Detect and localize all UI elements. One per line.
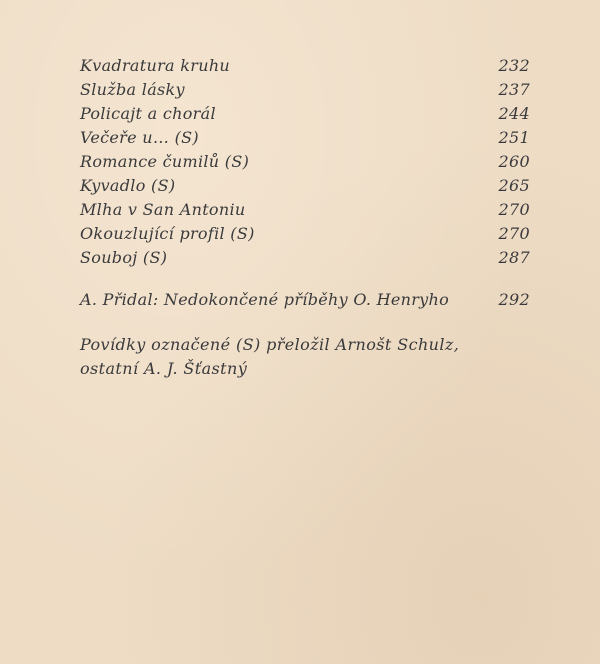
- toc-entry: [80, 200, 530, 224]
- toc-appendix-entry: [80, 290, 530, 314]
- toc-entry-title: Souboj (S): [80, 248, 168, 267]
- toc-entry: [80, 128, 530, 152]
- toc-entry-page: 251: [498, 128, 530, 147]
- toc-appendix-page: 292: [498, 290, 530, 309]
- toc-entry-title: Kvadratura kruhu: [80, 56, 231, 75]
- translator-note-line-1: Povídky označené (S) přeložil Arnošt Schulz,: [80, 335, 460, 354]
- table-of-contents: [80, 56, 530, 314]
- toc-entry: [80, 152, 530, 176]
- toc-entry-title: Policajt a chorál: [80, 104, 216, 123]
- toc-entry-page: 237: [498, 80, 530, 99]
- toc-entry-page: 287: [498, 248, 530, 267]
- toc-entry-title: Romance čumilů (S): [80, 152, 250, 171]
- toc-entry-title: Mlha v San Antoniu: [80, 200, 246, 219]
- toc-entry: [80, 80, 530, 104]
- toc-entry: [80, 224, 530, 248]
- toc-entry-title: Kyvadlo (S): [80, 176, 176, 195]
- toc-appendix-title: A. Přidal: Nedokončené příběhy O. Henryho: [80, 290, 450, 309]
- toc-entry-page: 260: [498, 152, 530, 171]
- toc-entry: [80, 104, 530, 128]
- toc-entry-title: Večeře u… (S): [80, 128, 199, 147]
- toc-entry-page: 232: [498, 56, 530, 75]
- toc-entry-title: Služba lásky: [80, 80, 185, 99]
- toc-entry: [80, 248, 530, 272]
- toc-entry: [80, 56, 530, 80]
- toc-entry-page: 265: [498, 176, 530, 195]
- translator-note: [80, 333, 460, 381]
- toc-entry: [80, 176, 530, 200]
- toc-entry-title: Okouzlující profil (S): [80, 224, 255, 243]
- toc-entry-page: 244: [498, 104, 530, 123]
- translator-note-line-2: ostatní A. J. Šťastný: [80, 359, 248, 378]
- toc-entry-page: 270: [498, 224, 530, 243]
- toc-entry-page: 270: [498, 200, 530, 219]
